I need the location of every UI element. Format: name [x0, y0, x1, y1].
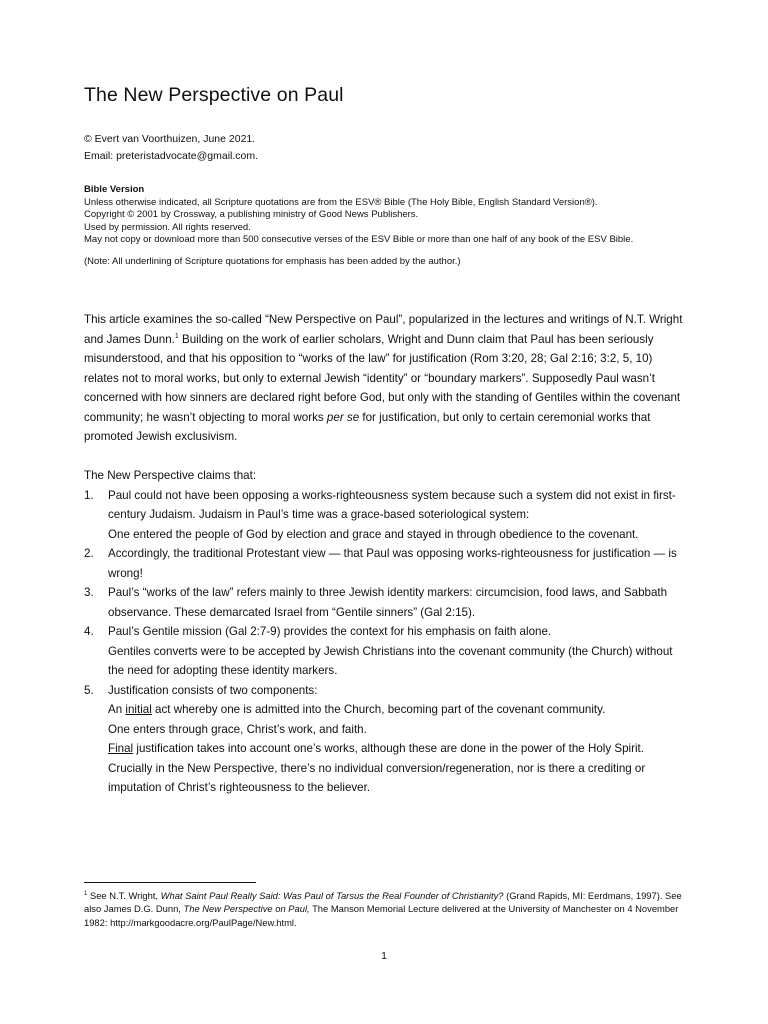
- intro-paragraph: [84, 310, 684, 447]
- list-item-text: Gentiles converts were to be accepted by Jewish Christians into the covenant community (the Church) without the need for adopting these identity markers.: [108, 644, 673, 677]
- footnote-book-title: What Saint Paul Really Said: Was Paul of Tarsus the Real Founder of Christianity?: [160, 890, 504, 901]
- document-title: The New Perspective on Paul: [84, 84, 344, 106]
- list-item-text: Crucially in the New Perspective, there’s no individual conversion/regeneration, nor is there a crediting or imputation of Christ’s righteousness to the believer.: [108, 761, 646, 794]
- article-body: [84, 310, 684, 798]
- list-item-text: One entered the people of God by election and grace and stayed in through obedience to the covenant.: [108, 527, 639, 541]
- list-item-text: Paul’s “works of the law” refers mainly to three Jewish identity markers: circumcision, food laws, and Sabbath observance. These demarcated Israel from “Gentile sinners” (Gal 2:15).: [108, 586, 668, 619]
- text-run: act whereby one is admitted into the Church, becoming part of the covenant community.: [151, 703, 606, 716]
- author-info: [84, 131, 258, 165]
- footnote: [84, 889, 684, 929]
- intro-italic-text: per se: [326, 410, 360, 424]
- bible-version-line: Copyright © 2001 by Crossway, a publishing ministry of Good News Publishers.: [84, 209, 419, 221]
- intro-text: This article examines the so-called “New Perspective on Paul”, popularized in the lectures and writings of N.T. Wright and James Dunn.: [84, 313, 683, 346]
- intro-text: Building on the work of earlier scholars, Wright and Dunn claim that Paul has been seriously misunderstood, and that his opposition to “works of the law” for justification (Rom 3:20, 28; Gal 2:16; 3:2, 5, 10) relates not to moral works, but only to external Jewish “identity” or “boundary markers”. Supposedly Paul wasn’t concerned with how sinners are declared right before God, but only with the standing of Gentiles within the covenant community; he wasn’t objecting to moral works: [84, 332, 681, 424]
- claims-heading: The New Perspective claims that:: [84, 469, 257, 482]
- bible-version-line: Used by permission. All rights reserved.: [84, 221, 251, 233]
- list-item-text: [108, 739, 684, 759]
- list-item-text: Justification consists of two components:: [108, 683, 318, 697]
- bible-version-line: Unless otherwise indicated, all Scripture quotations are from the ESV® Bible (The Holy Bible, English Standard Version®).: [84, 196, 598, 208]
- list-number: 1.: [84, 488, 94, 502]
- list-item: [84, 486, 684, 545]
- footnote-text: (Grand Rapids, MI: Eerdmans, 1997). See also James D.G. Dunn,: [84, 890, 682, 915]
- list-item-text: One enters through grace, Christ’s work, and faith.: [108, 722, 367, 736]
- list-item-text: Paul’s Gentile mission (Gal 2:7-9) provides the context for his emphasis on faith alone.: [108, 625, 552, 638]
- list-number: 2.: [84, 547, 94, 560]
- claims-list: [84, 486, 684, 798]
- list-item: [84, 544, 684, 583]
- list-number: 5.: [84, 683, 94, 697]
- page-number: 1: [381, 950, 387, 962]
- footnote-book-title: The New Perspective on Paul,: [183, 903, 310, 915]
- list-item-text: Accordingly, the traditional Protestant view — that Paul was opposing works-righteousness for justification — is wrong!: [108, 547, 677, 580]
- list-item: [84, 583, 684, 622]
- footnote-reference[interactable]: 1: [174, 332, 179, 340]
- text-run: justification takes into account one’s works, although these are done in the power of the Holy Spirit.: [133, 742, 644, 755]
- list-item: [84, 681, 684, 798]
- email-line: Email: preteristadvocate@gmail.com.: [84, 150, 259, 162]
- footnote-text: See N.T. Wright,: [87, 890, 161, 901]
- underlined-term: initial: [125, 703, 152, 716]
- list-item: [84, 622, 684, 681]
- underlined-term: Final: [108, 742, 134, 755]
- list-number: 4.: [84, 625, 94, 638]
- footnote-text: The Manson Memorial Lecture delivered at the University of Manchester on 4 November 1982: http://markgoodacre.org/PaulPage/New.html.: [84, 903, 679, 928]
- copyright-line: © Evert van Voorthuizen, June 2021.: [84, 133, 256, 145]
- footnote-separator: [84, 882, 256, 883]
- bible-version-line: May not copy or download more than 500 consecutive verses of the ESV Bible or more than one half of any book of the ESV Bible.: [84, 234, 634, 246]
- list-item-text: [108, 700, 684, 720]
- list-item-text: Paul could not have been opposing a works-righteousness system because such a system did not exist in first-century Judaism. Judaism in Paul’s time was a grace-based soteriological system:: [108, 488, 676, 521]
- text-run: An: [108, 703, 126, 716]
- intro-text: for justification, but only to certain ceremonial works that promoted Jewish exclusivism.: [84, 410, 651, 443]
- underlining-note: (Note: All underlining of Scripture quotations for emphasis has been added by the author.): [84, 255, 461, 267]
- footnote-marker: 1: [84, 890, 88, 897]
- bible-version-notice: [84, 184, 694, 269]
- list-number: 3.: [84, 586, 94, 599]
- bible-version-heading: Bible Version: [84, 184, 145, 195]
